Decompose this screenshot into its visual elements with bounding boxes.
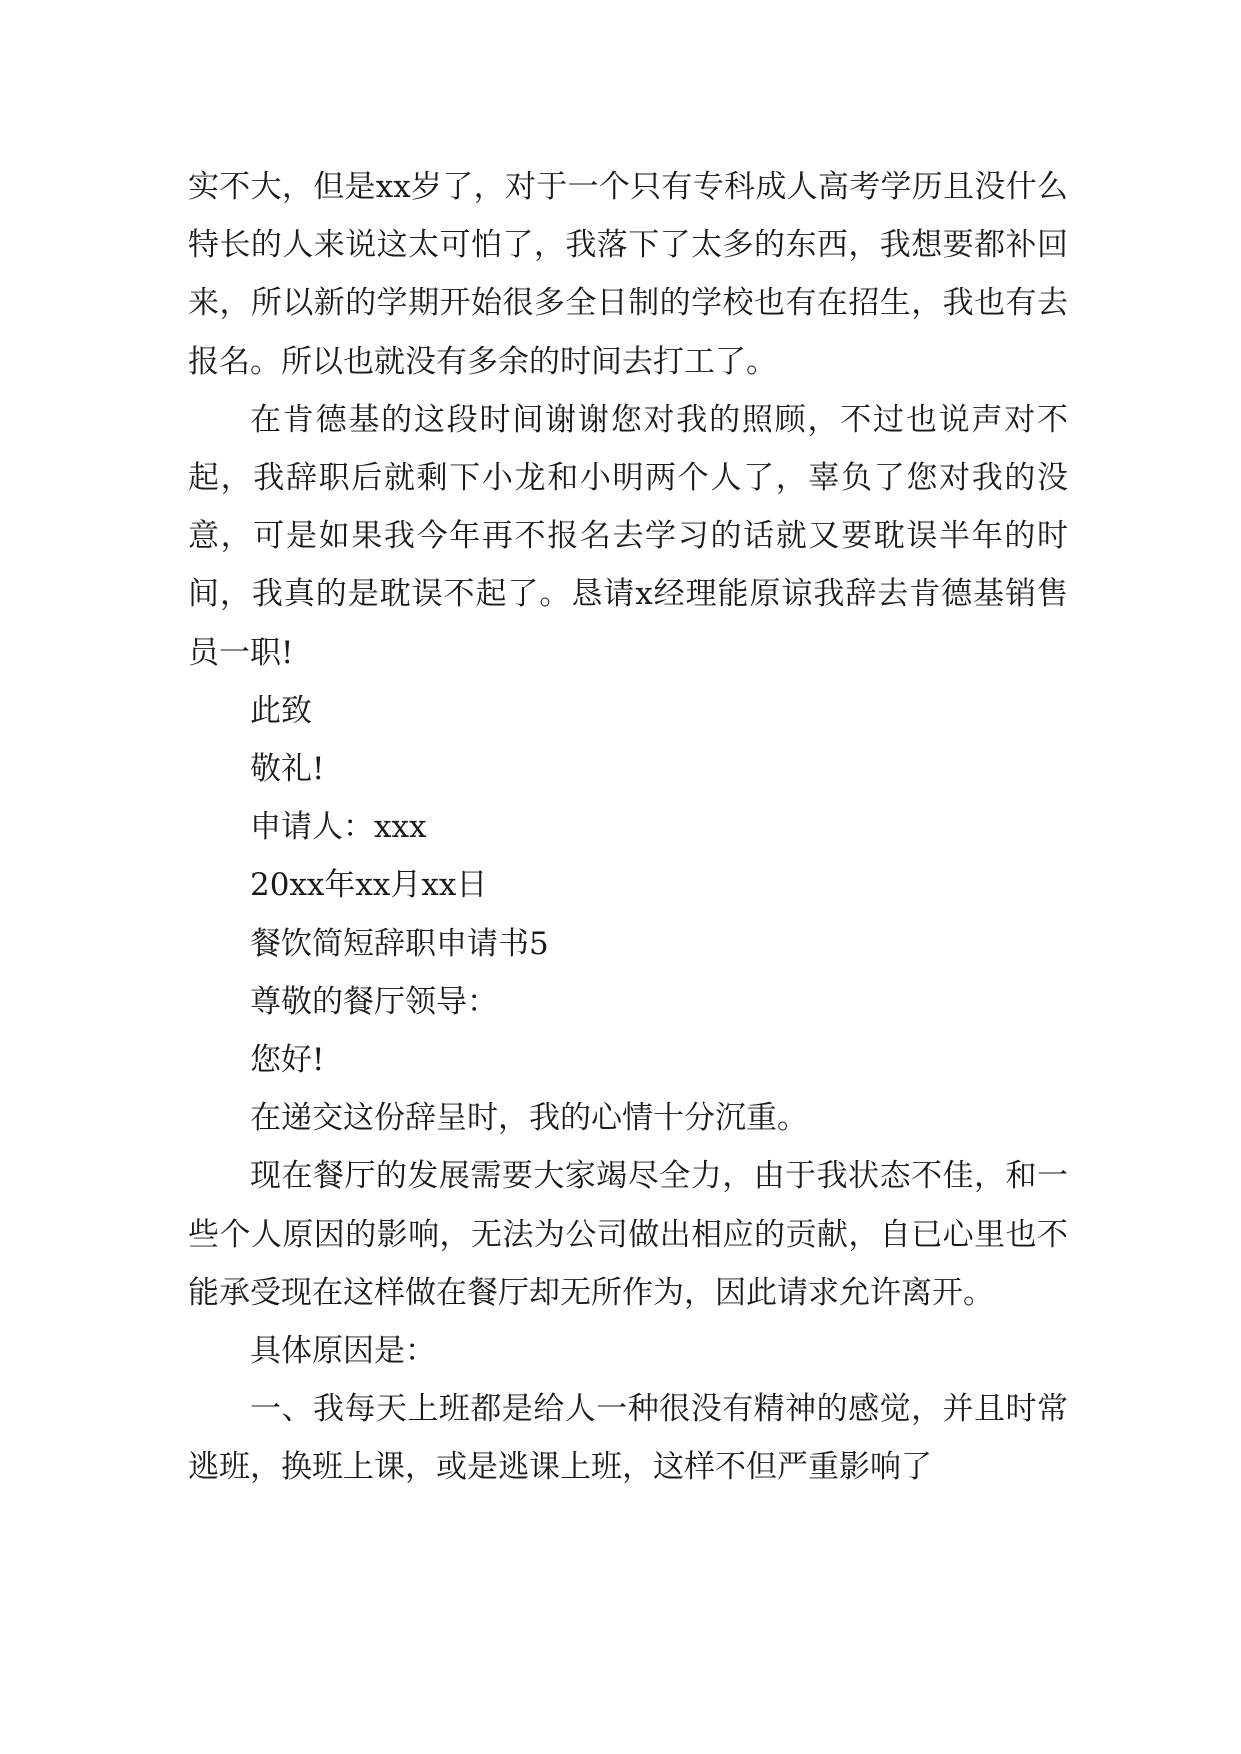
letter-addressee: 尊敬的餐厅领导： <box>250 983 498 1020</box>
paragraph-situation: 现在餐厅的发展需要大家竭尽全力，由于我状态不佳，和一些个人原因的影响，无法为公司做出相应的贡献，自已心里也不能承受现在这样做在餐厅却无所作为，因此请求允许离开。 <box>188 1158 1068 1311</box>
paragraph-continued-reasons: 实不大，但是xx岁了，对于一个只有专科成人高考学历且没什么特长的人来说这太可怕了，我落下了太多的东西，我想要都补回来，所以新的学期开始很多全日制的学校也有在招生，我也有去报名。所以也就没有多余的时间去打工了。 <box>188 169 1068 380</box>
reasons-heading: 具体原因是： <box>250 1333 436 1370</box>
paragraph-opening: 在递交这份辞呈时，我的心情十分沉重。 <box>250 1100 808 1137</box>
paragraph-apology: 在肯德基的这段时间谢谢您对我的照顾，不过也说声对不起，我辞职后就剩下小龙和小明两个人了，辜负了您对我的没意，可是如果我今年再不报名去学习的话就又要耽误半年的时间，我真的是耽误不起了。恳请x经理能原谅我辞去肯德基销售员一职! <box>188 401 1068 671</box>
section-title: 餐饮简短辞职申请书5 <box>250 925 549 962</box>
paragraph-reason-one: 一、我每天上班都是给人一种很没有精神的感觉，并且时常逃班，换班上课，或是逃课上班，这样不但严重影响了 <box>188 1391 1068 1486</box>
closing-salutation: 此致 <box>250 692 312 729</box>
document-body <box>188 158 1068 1497</box>
closing-regards: 敬礼! <box>250 751 325 788</box>
letter-date: 20xx年xx月xx日 <box>250 867 488 904</box>
letter-greeting: 您好! <box>250 1042 325 1079</box>
applicant-signature: 申请人：xxx <box>250 809 427 846</box>
